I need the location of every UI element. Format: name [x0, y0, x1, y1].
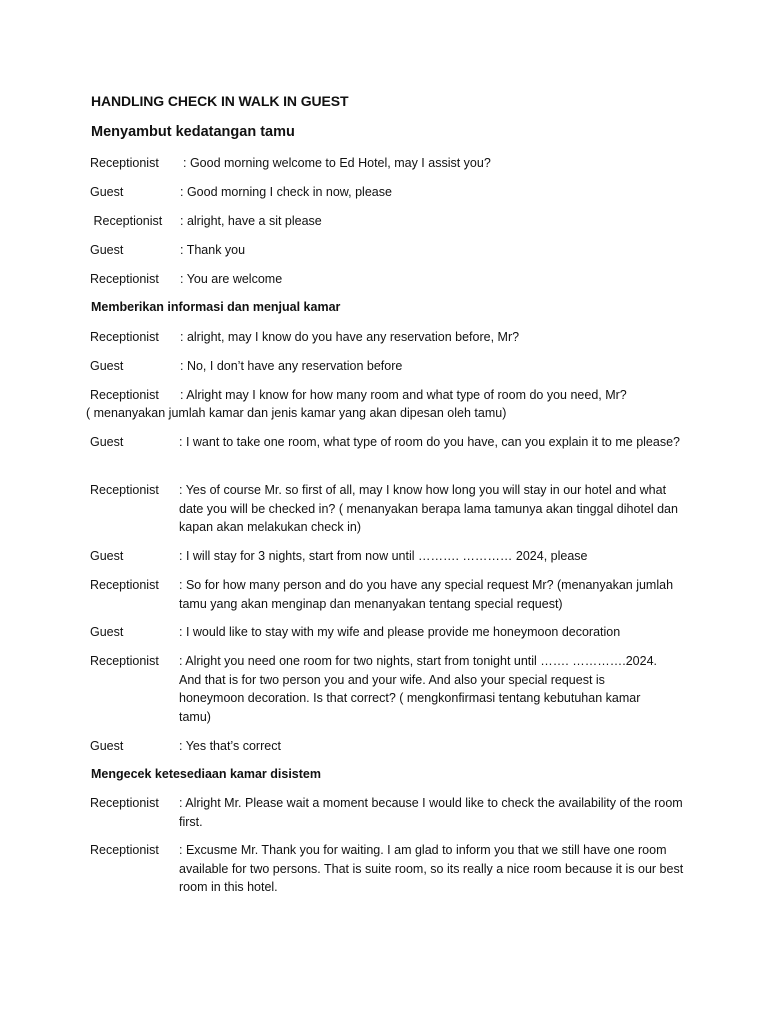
- speech-text: : Yes that’s correct: [179, 739, 281, 753]
- speaker-label: Receptionist: [90, 796, 159, 810]
- document-title: HANDLING CHECK IN WALK IN GUEST: [91, 93, 349, 109]
- speech-text: : No, I don’t have any reservation before: [180, 359, 403, 373]
- speech-text: : alright, may I know do you have any reservation before, Mr?: [180, 330, 520, 344]
- speech-text: : You are welcome: [180, 272, 283, 286]
- speech-text: : I will stay for 3 nights, start from now until ………. ………… 2024, please: [179, 549, 588, 563]
- speaker-label: Guest: [90, 185, 124, 199]
- speaker-label: Guest: [90, 435, 124, 449]
- speech-text: : I want to take one room, what type of room do you have, can you explain it to me please?: [179, 435, 680, 449]
- speech-text: : alright, have a sit please: [180, 214, 322, 228]
- speech-text: : Alright you need one room for two nights, start from tonight until ……. ………….2024. And that is for two person you and your wife. And also your special request is honeymoon decoration. Is that correct? ( mengkonfirmasi tentang kebutuhan kamar tamu): [179, 654, 657, 724]
- speech-text: : Good morning welcome to Ed Hotel, may I assist you?: [183, 156, 491, 170]
- speaker-label: Guest: [90, 359, 124, 373]
- speech-text: : Alright may I know for how many room and what type of room do you need, Mr?: [180, 388, 627, 402]
- speaker-label: Receptionist: [90, 330, 159, 344]
- speaker-label: Receptionist: [90, 654, 159, 668]
- speaker-label: Guest: [90, 243, 124, 257]
- speech-text: : Excusme Mr. Thank you for waiting. I am glad to inform you that we still have one room available for two persons. That is suite room, so its really a nice room because it is our best room in this hotel.: [179, 843, 684, 894]
- section-heading-greeting: Menyambut kedatangan tamu: [91, 124, 295, 140]
- speech-text: : Thank you: [180, 243, 246, 257]
- speaker-label: Receptionist: [90, 214, 163, 228]
- speaker-label: Receptionist: [90, 156, 159, 170]
- section-heading-availability: Mengecek ketesediaan kamar disistem: [91, 767, 321, 781]
- speech-text: : Good morning I check in now, please: [180, 185, 392, 199]
- speech-text: : Yes of course Mr. so first of all, may I know how long you will stay in our hotel and what date you will be checked in? ( menanyakan berapa lama tamunya akan tinggal dihotel dan kapan akan melakukan check in): [179, 483, 678, 534]
- speaker-label: Guest: [90, 739, 124, 753]
- section-heading-sales: Memberikan informasi dan menjual kamar: [91, 300, 341, 314]
- speech-text: : So for how many person and do you have any special request Mr? (menanyakan jumlah tamu yang akan menginap dan menanyakan tentang special request): [179, 578, 674, 611]
- translation-note: ( menanyakan jumlah kamar dan jenis kamar yang akan dipesan oleh tamu): [86, 406, 507, 420]
- speaker-label: Guest: [90, 549, 124, 563]
- speaker-label: Receptionist: [90, 483, 159, 497]
- speaker-label: Receptionist: [90, 578, 159, 592]
- speech-text: : I would like to stay with my wife and please provide me honeymoon decoration: [179, 625, 621, 639]
- speaker-label: Guest: [90, 625, 124, 639]
- speech-text: : Alright Mr. Please wait a moment because I would like to check the availability of the room first.: [179, 796, 683, 829]
- speaker-label: Receptionist: [90, 272, 159, 286]
- speaker-label: Receptionist: [90, 388, 159, 402]
- speaker-label: Receptionist: [90, 843, 159, 857]
